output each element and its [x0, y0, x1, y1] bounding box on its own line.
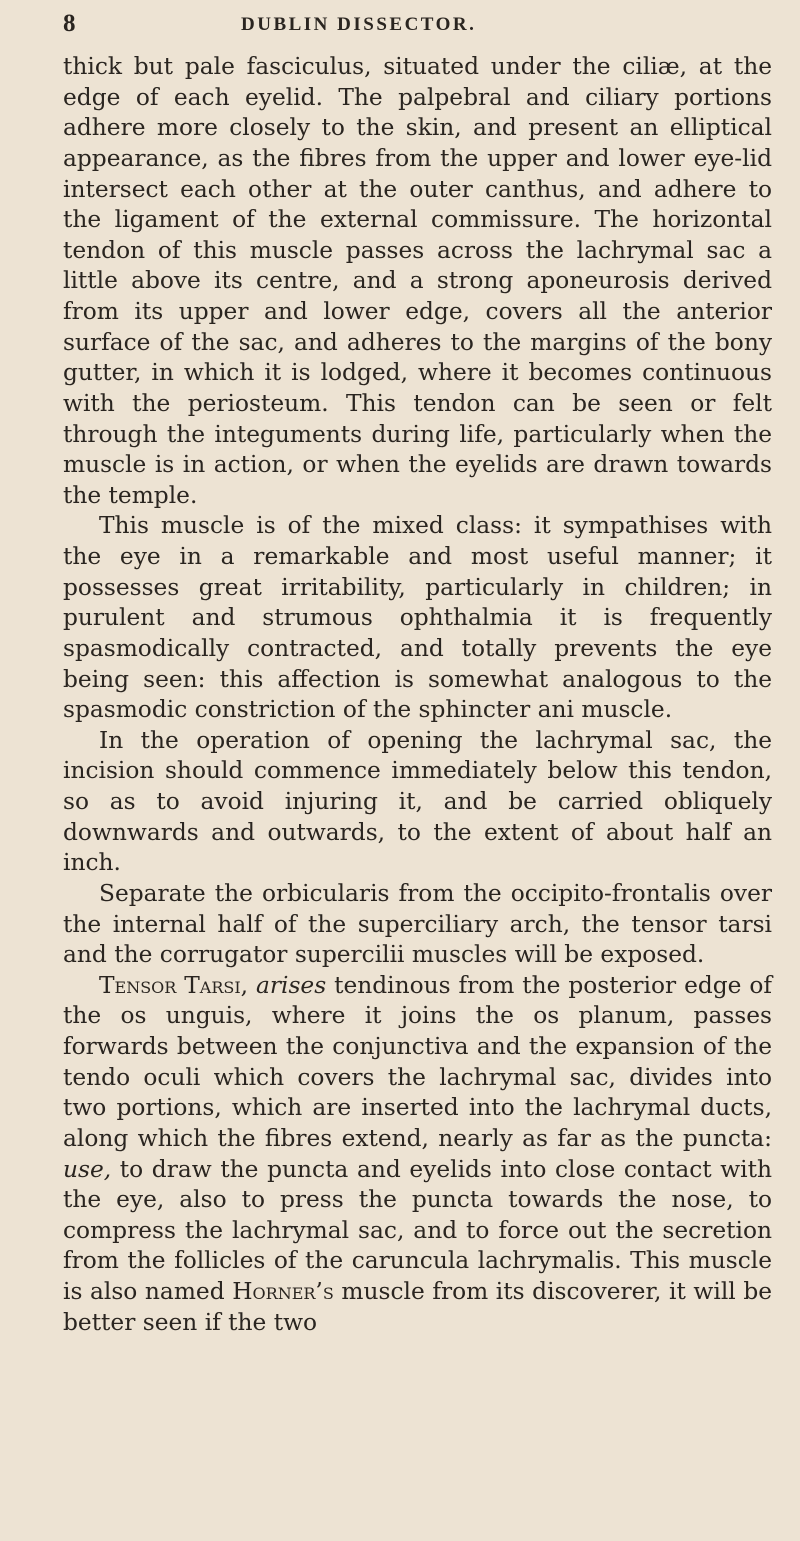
use-word: use, [63, 1155, 112, 1183]
page-number: 8 [63, 10, 76, 37]
tensor-text-b: to draw the puncta and eyelids into close contact with the eye, also to press the puncta towards the nose, to compress the lachrymal sac, and to force out the secretion from the follicles of the caruncula lachrymalis. This muscle is also named [63, 1155, 773, 1305]
paragraph-separate-orbicularis: Separate the orbicularis from the occipito-frontalis over the internal half of the superciliary arch, the tensor tarsi and the corrugator supercilii muscles will be exposed. [63, 879, 772, 969]
tensor-tarsi-term: Tensor Tarsi, [99, 971, 249, 999]
header-title: DUBLIN DISSECTOR. [241, 14, 477, 35]
paragraph-orbicularis-continued: thick but pale fasciculus, situated under the ciliæ, at the edge of each eyelid. The palpebral and ciliary portions adhere more closely to the skin, and present an elliptical appearance, as the fibres from the upper and lower eye-lid intersect each other at the outer canthus, and adhere to the ligament of the external commissure. The horizontal tendon of this muscle passes across the lachrymal sac a little above its centre, and a strong aponeurosis derived from its upper and lower edge, covers all the anterior surface of the sac, and adheres to the margins of the bony gutter, in which it is lodged, where it becomes continuous with the periosteum. This tendon can be seen or felt through the integuments during life, particularly when the muscle is in action, or when the eyelids are drawn towards the temple. [63, 53, 772, 509]
paragraph-tensor-tarsi [63, 971, 772, 1339]
running-head [63, 10, 772, 36]
tensor-text-c: muscle from its discoverer, it will be better seen if the two [63, 1278, 773, 1336]
paragraph-lachrymal-operation: In the operation of opening the lachrymal sac, the incision should commence immediately below this tendon, so as to avoid injuring it, and be carried obliquely downwards and outwards, to the extent of about half an inch. [63, 726, 772, 877]
arises-word: arises [256, 971, 327, 999]
horner-name: Horner’s [232, 1278, 334, 1305]
tensor-text-a: tendinous from the posterior edge of the os unguis, where it joins the os planum, passes forwards between the conjunctiva and the expansion of the tendo oculi which covers the lachrymal sac, divides into two portions, which are inserted into the lachrymal ducts, along which the fibres extend, nearly as far as the puncta: [63, 971, 773, 1152]
paragraph-sympathises: This muscle is of the mixed class: it sympathises with the eye in a remarkable and most useful manner; it possesses great irritability, particularly in children; in purulent and strumous ophthalmia it is frequently spasmodically contracted, and totally prevents the eye being seen: this affection is somewhat analogous to the spasmodic constriction of the sphincter ani muscle. [63, 512, 772, 724]
body-text [63, 52, 772, 1338]
